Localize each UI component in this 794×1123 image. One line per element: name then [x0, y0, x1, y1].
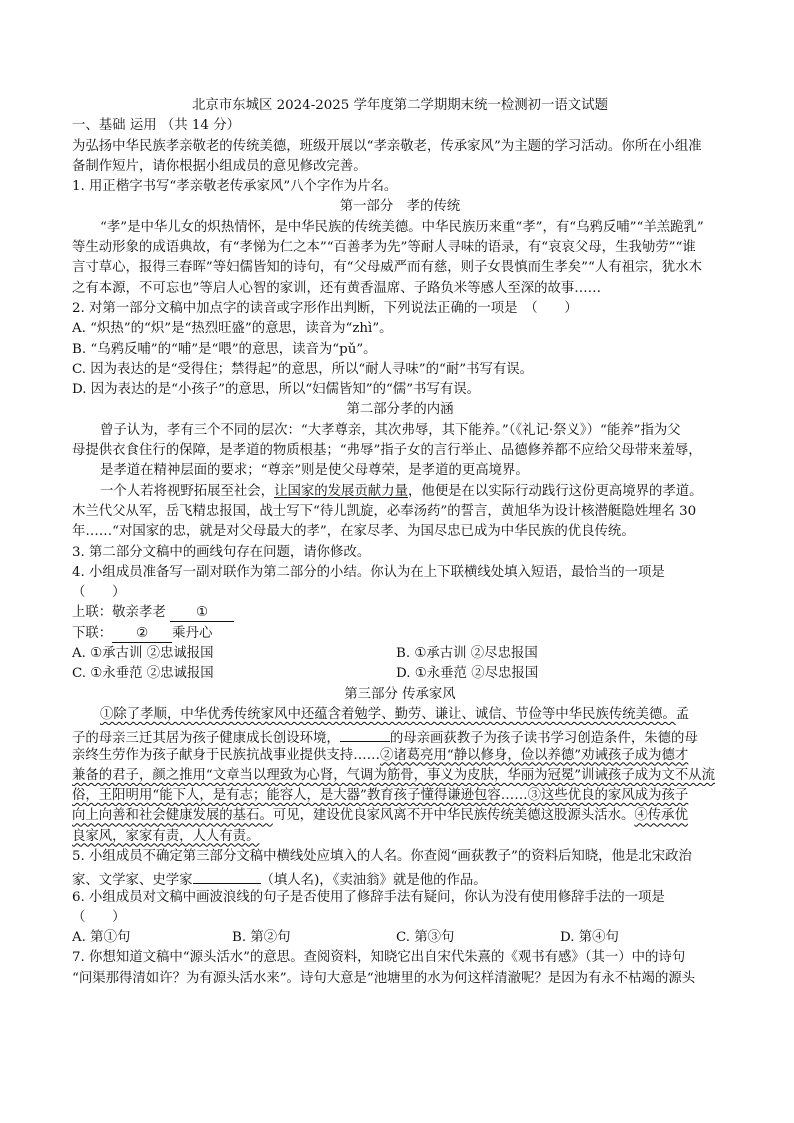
part2-line: 是孝道在精神层面的要求；“尊亲”则是使父母尊荣，是孝道的更高境界。	[100, 463, 529, 479]
wavy-sentence: 俗，王阳明用“能下人，是有志；能容人，是大器”教育孩子懂得谦逊包容……	[72, 788, 528, 804]
part2-line: 木兰代父从军，岳飞精忠报国，战士写下“待儿凯旋，必奉汤药”的誓言，黄旭华为设计核潜艇隐姓埋名 30	[72, 503, 697, 519]
part3-text: 子的母亲三迁其居为孩子健康成长创设环境，	[72, 731, 340, 746]
part3-line	[72, 766, 728, 786]
part2-line: 母提供衣食住行的保障，是孝道的物质根基；“弗辱”指子女的言行举止、品德修养都不应给父母带来羞辱，	[72, 443, 702, 459]
question-3: 3. 第二部分文稿中的画线句存在问题，请你修改。	[72, 544, 371, 560]
part3-heading: 第三部分 传承家风	[344, 686, 456, 702]
part3-text: 孟	[675, 706, 690, 722]
part2-text: ，他便是在以实际行动践行这份更高境界的孝道。	[407, 483, 703, 499]
part3-name-blank[interactable]	[340, 725, 390, 742]
question-2-option-c: C. 因为表达的是“受得住；禁得起”的意思，所以“耐人寻味”的“耐”书写有误。	[72, 361, 534, 377]
question-7-line: 7. 你想知道文稿中“源头活水”的意思。查阅资料，知晓它出自宋代朱熹的《观书有感》（其一）中的诗句	[72, 950, 686, 966]
question-7-line: “问渠那得清如许？为有源头活水来”。诗句大意是“池塘里的水为何这样清澈呢？是因为有永不枯竭的源头	[72, 970, 696, 986]
part1-line: 等生动形象的成语典故，有“孝悌为仁之本”“百善孝为先”等耐人寻味的语录，有“哀哀父母，生我劬劳”“谁	[72, 240, 696, 256]
part3-line	[72, 806, 728, 826]
part1-heading: 第一部分 孝的传统	[339, 199, 461, 215]
part3-text: 可见，建设优良家风离不开中华民族传统美德这股源头活水。	[272, 808, 635, 824]
answer-paren: （ ）	[72, 585, 126, 601]
couplet-upper	[72, 603, 728, 623]
couplet-blank-2[interactable]: ②	[112, 626, 172, 643]
part1-line: 言寸草心，报得三春晖”等妇儒皆知的诗句，有“父母威严而有慈，则子女畏慎而生孝矣”“人有祖宗，犹水木	[72, 260, 702, 276]
question-6-option-a: A. 第①句	[72, 930, 131, 946]
question-6-stem: 6. 小组成员对文稿中画波浪线的句子是否使用了修辞手法有疑问，你认为没有使用修辞手法的一项是	[72, 889, 665, 905]
wavy-sentence: 向上向善和社会健康发展的基石。	[72, 808, 273, 824]
underlined-sentence: 让国家的发展贡献力量	[274, 483, 408, 499]
question-2-option-d: D. 因为表达的是“小孩子”的意思，所以“妇儒皆知”的“儒”书写有误。	[72, 382, 480, 398]
part1-line: “孝”是中华儿女的炽热情怀，是中华民族的传统美德。中华民族历来重“孝”，有“乌鸦反哺”“羊羔跪乳”	[100, 219, 704, 235]
question-2-option-b: B. “乌鸦反哺”的“哺”是“喂”的意思，读音为“pǔ”。	[72, 341, 377, 357]
question-1: 1. 用正楷字书写“孝亲敬老传承家风”八个字作为片名。	[72, 179, 398, 195]
question-5-blank[interactable]	[193, 867, 261, 884]
part3-line	[72, 827, 728, 847]
part2-line-underlined	[72, 482, 728, 502]
part3-line	[72, 705, 728, 725]
couplet-blank-1[interactable]: ①	[170, 605, 234, 622]
question-4-option-d: D. ①永垂范 ②尽忠报国	[396, 666, 539, 682]
question-4-option-a: A. ①承古训 ②忠诚报国	[72, 646, 214, 662]
part3-line	[72, 725, 728, 745]
part2-line: 年……“对国家的忠，就是对父母最大的孝”，在家尽孝、为国尽忠已成为中华民族的优良传统。	[72, 524, 635, 540]
couplet-lower	[72, 624, 728, 644]
intro-line: 备制作短片，请你根据小组成员的意见修改完善。	[72, 158, 367, 174]
question-4-option-b: B. ①承古训 ②尽忠报国	[396, 646, 538, 662]
couplet-lower-tail: 乘丹心	[172, 625, 213, 641]
question-4-stem: 4. 小组成员准备写一副对联作为第二部分的小结。你认为在上下联横线处填入短语，最恰当的一项是	[72, 564, 665, 580]
question-5-text: 家、文学家、史学家	[72, 873, 193, 888]
intro-line: 为弘扬中华民族孝亲敬老的传统美德，班级开展以“孝亲敬老，传承家风”为主题的学习活动。你所在小组准	[72, 138, 702, 154]
exam-title: 北京市东城区 2024-2025 学年度第二学期期末统一检测初一语文试题	[192, 98, 608, 113]
wavy-sentence: 良家风，家家有责，人人有责。	[72, 828, 260, 844]
question-6-option-b: B. 第②句	[232, 930, 291, 946]
question-2-option-a: A. “炽热”的“炽”是“热烈旺盛”的意思，读音为“zhì”。	[72, 321, 393, 337]
part2-heading: 第二部分孝的内涵	[346, 402, 454, 418]
answer-paren: （ ）	[72, 909, 126, 925]
question-4-options-row	[72, 664, 728, 684]
part2-text: 一个人若将视野拓展至社会，	[100, 483, 275, 499]
part3-line	[72, 746, 728, 766]
question-2-stem: 2. 对第一部分文稿中加点字的读音或字形作出判断，下列说法正确的一项是 （ ）	[72, 300, 578, 316]
section-heading: 一、基础 运用 （共 14 分）	[72, 118, 240, 134]
part1-line: 之有本源，不可忘也”等启人心智的家训，还有黄香温席、子路负米等感人至深的故事……	[72, 280, 602, 296]
part2-line: 曾子认为，孝有三个不同的层次：“大孝尊亲，其次弗辱，其下能养。”（《礼记·祭义》）“能养”指为父	[100, 422, 681, 438]
couplet-upper-label: 上联：敬亲孝老	[72, 605, 170, 621]
question-6-option-c: C. 第③句	[396, 930, 455, 946]
part3-line	[72, 786, 728, 806]
part3-text-block	[72, 705, 728, 847]
couplet-lower-label: 下联：	[72, 625, 113, 641]
question-6-options-row	[72, 928, 728, 948]
exam-page	[72, 96, 728, 989]
question-5-line	[72, 867, 728, 887]
part3-text: 的母亲画荻教子为孩子读书学习创造条件，朱德的母	[389, 731, 698, 746]
question-4-options-row	[72, 644, 728, 664]
wavy-sentence: 兼备的君子，颜之推用“文章当以理致为心肾，气调为筋骨，事义为皮肤，华丽为冠冕”训诫孩子成为文不从流	[72, 767, 716, 783]
wavy-sentence: ②诸葛亮用“静以修身，俭以养德”劝诫孩子成为德才	[379, 747, 689, 763]
part3-text: 亲终生劳作为孩子献身于民族抗战事业提供支持……	[72, 747, 380, 763]
question-5-line: 5. 小组成员不确定第三部分文稿中横线处应填入的人名。你查阅“画荻教子”的资料后知晓，他是北宋政治	[72, 848, 692, 864]
question-4-option-c: C. ①永垂范 ②忠诚报国	[72, 666, 214, 682]
wavy-sentence: ①除了孝顺，中华优秀传统家风中还蕴含着勉学、勤劳、谦让、诚信、节俭等中华民族传统美德。	[100, 706, 676, 722]
question-6-option-d: D. 第④句	[560, 930, 619, 946]
question-5-text: （填人名)，《卖油翁》就是他的作品。	[260, 873, 487, 888]
wavy-sentence: ④传承优	[634, 808, 688, 824]
wavy-sentence: ③这些优良的家风成为孩子	[527, 788, 689, 804]
